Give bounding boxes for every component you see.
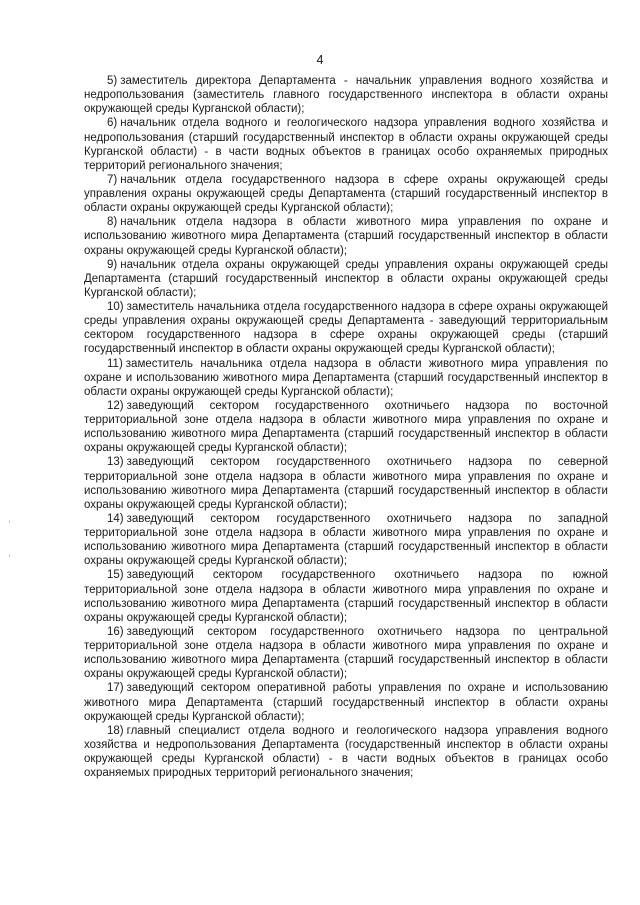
list-item: [84, 173, 608, 215]
list-item-number: 13): [107, 456, 124, 469]
list-item-text: заведующий сектором государственного охотничьего надзора по центральной территориальной зоне отдела надзора в области животного мира управления по охране и использованию животного мира Департамента (старший государственный инспектор в области охраны окружающей среды Курганской области);: [84, 625, 608, 681]
list-item: [84, 74, 608, 116]
list-item-text: заместитель начальника отдела надзора в области животного мира управления по охране и использованию животного мира Департамента (старший государственный инспектор в области охраны окружающей среды Курганской области);: [84, 357, 608, 398]
list-item-text: заведующий сектором государственного охотничьего надзора по западной территориальной зоне отдела надзора в области животного мира управления по охране и использованию животного мира Департамента (старший государственный инспектор в области охраны окружающей среды Курганской области);: [84, 512, 608, 568]
list-item-text: заведующий сектором государственного охотничьего надзора по северной территориальной зоне отдела надзора в области животного мира управления по охране и использованию животного мира Департамента (старший государственный инспектор в области охраны окружающей среды Курганской области);: [84, 456, 608, 511]
list-item-number: 9): [107, 258, 118, 271]
list-item: [84, 724, 608, 781]
list-item-number: 15): [107, 569, 124, 582]
list-item-text: начальник отдела надзора в области животного мира управления по охране и использованию животного мира Департамента (старший государственный инспектор в области охраны окружающей среды Курганской области);: [84, 216, 608, 257]
list-item: [84, 300, 608, 357]
list-item: [84, 568, 608, 625]
list-item-text: главный специалист отдела водного и геологического надзора управления водного хозяйства и недропользования Департамента (государственный инспектор в области охраны окружающей среды Курганской области) - в части водных объектов в границах особо охраняемых природных территорий регионального значения;: [84, 724, 608, 780]
list-item-number: 17): [107, 682, 124, 695]
list-item-number: 16): [107, 625, 124, 638]
list-item-number: 6): [107, 117, 118, 130]
list-item: [84, 215, 608, 257]
list-item-text: заведующий сектором оперативной работы управления по охране и использованию животного мира Департамента (старший государственный инспектор в области охраны окружающей среды Курганской области);: [84, 682, 608, 723]
list-item-text: заместитель директора Департамента - начальник управления водного хозяйства и недропользования (заместитель главного государственного инспектора в области охраны окружающей среды Курганской области);: [84, 75, 608, 116]
list-item-number: 5): [107, 75, 118, 87]
document-body: [84, 74, 608, 780]
list-item: [84, 116, 608, 173]
list-item-number: 14): [107, 512, 124, 525]
list-item-text: начальник отдела охраны окружающей среды управления охраны окружающей среды Департамента (старший государственный инспектор в области охраны окружающей среды Курганской области);: [84, 258, 608, 299]
list-item: [84, 455, 608, 512]
list-item-number: 7): [107, 173, 118, 186]
list-item: [84, 399, 608, 456]
list-item-number: 10): [107, 301, 124, 313]
page-number: 4: [316, 53, 324, 67]
list-item-number: 12): [107, 399, 124, 412]
list-item-number: 8): [107, 216, 118, 229]
list-item-number: 11): [107, 357, 123, 370]
list-item: [84, 357, 608, 399]
list-item: [84, 625, 608, 682]
list-item-text: заведующий сектором государственного охотничьего надзора по восточной территориальной зоне отдела надзора в области животного мира управления по охране и использованию животного мира Департамента (старший государственный инспектор в области охраны окружающей среды Курганской области);: [84, 399, 608, 455]
list-item-text: начальник отдела государственного надзора в сфере охраны окружающей среды управления охраны окружающей среды Департамента (старший государственный инспектор в области охраны окружающей среды Курганской области);: [84, 173, 608, 215]
list-item-text: заведующий сектором государственного охотничьего надзора по южной территориальной зоне отдела надзора в области животного мира управления по охране и использованию животного мира Департамента (старший государственный инспектор в области охраны окружающей среды Курганской области);: [84, 569, 608, 624]
list-item: [84, 258, 608, 300]
list-item-number: 18): [107, 724, 124, 737]
list-item: [84, 681, 608, 723]
list-item: [84, 512, 608, 569]
list-item-text: начальник отдела водного и геологического надзора управления водного хозяйства и недропользования (старший государственный инспектор в области охраны окружающей среды Курганской области) - в части водных объектов в границах особо охраняемых природных территорий регионального значения;: [84, 117, 608, 172]
scan-speck: [9, 554, 10, 557]
list-item-text: заместитель начальника отдела государственного надзора в сфере охраны окружающей среды управления охраны окружающей среды Департамента - заведующий территориальным сектором государственного надзора в сфере охраны окружающей среды (старший государственный инспектор в области охраны окружающей среды Курганской области);: [84, 301, 608, 356]
scan-speck: [9, 520, 10, 523]
